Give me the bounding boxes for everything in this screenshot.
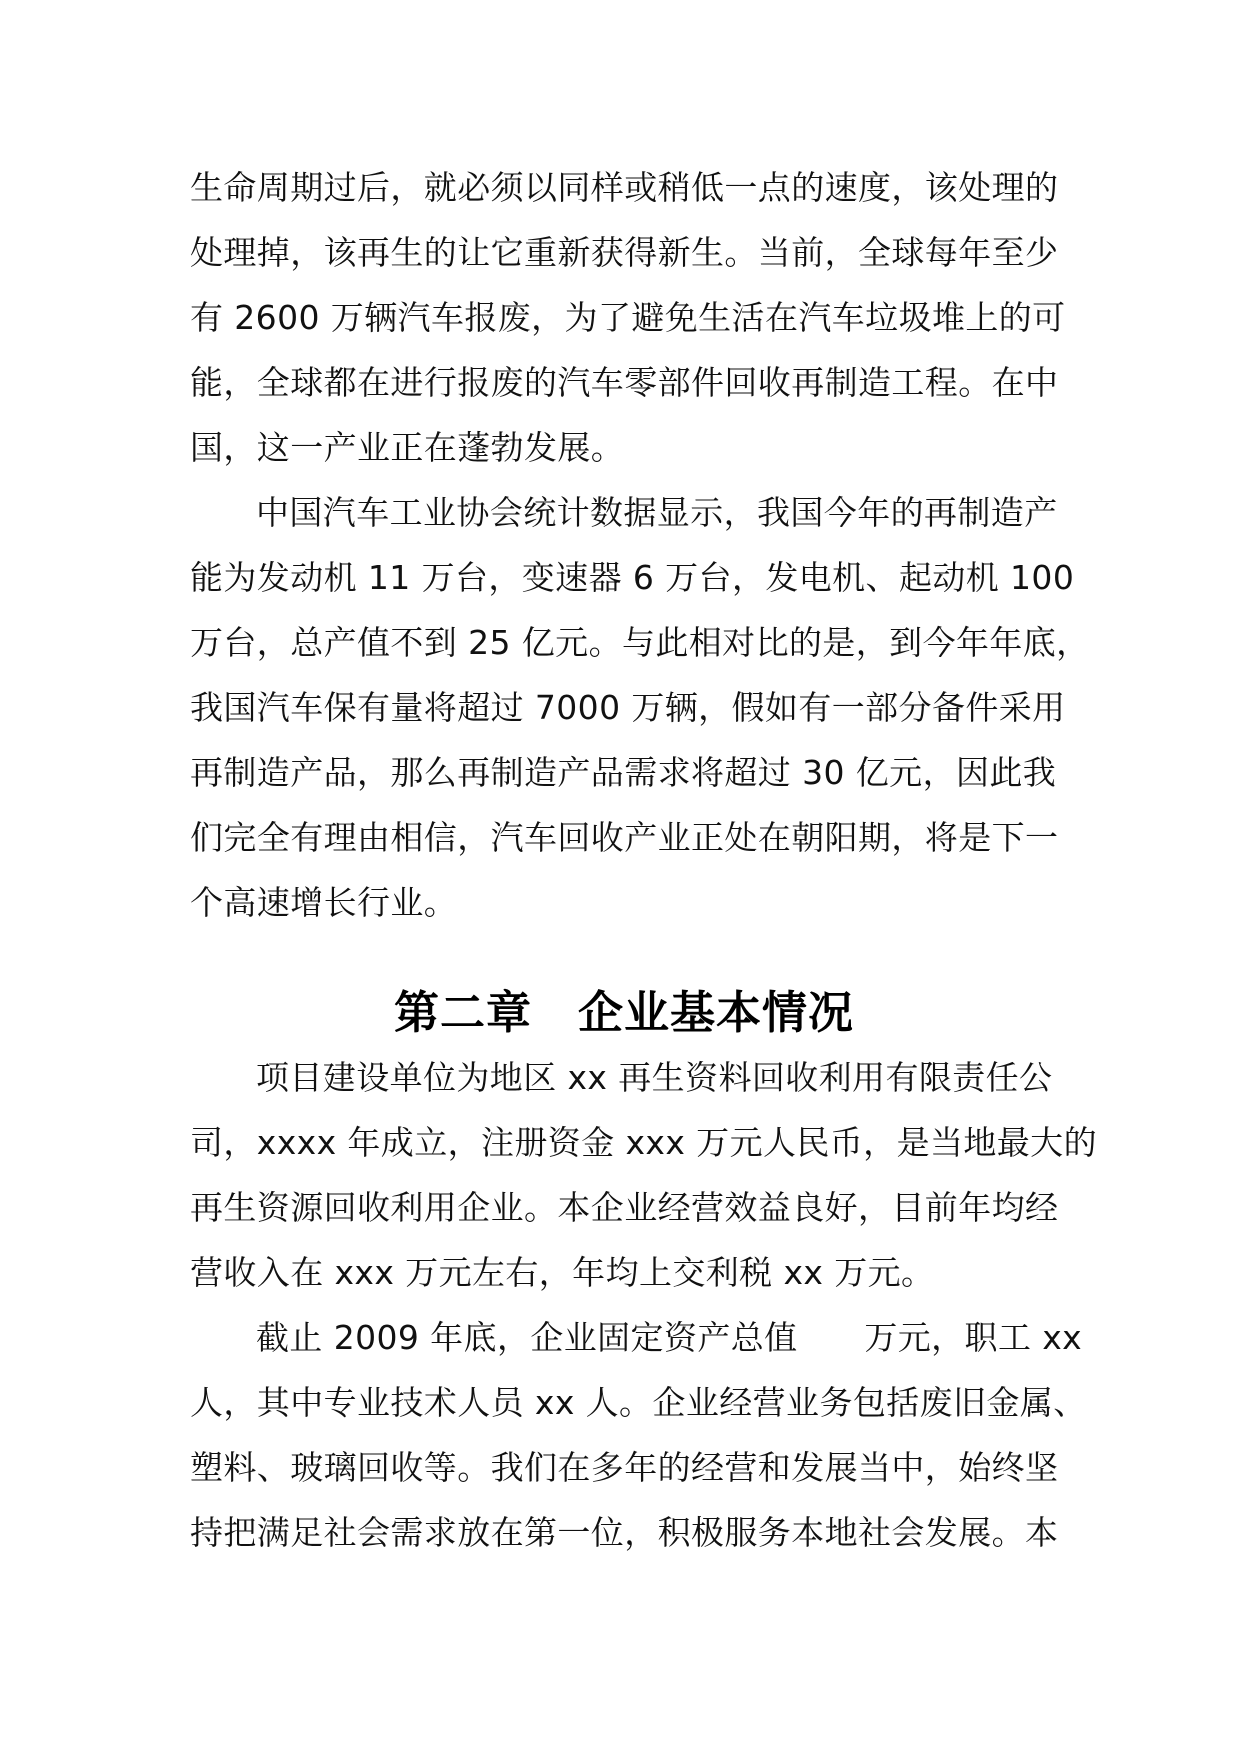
text-line: 处理掉，该再生的让它重新获得新生。当前，全球每年至少	[190, 233, 1059, 272]
text-line: 中国汽车工业协会统计数据显示，我国今年的再制造产	[256, 493, 1058, 532]
text-line: 项目建设单位为地区 xx 再生资料回收利用有限责任公	[256, 1058, 1053, 1097]
text-line: 持把满足社会需求放在第一位，积极服务本地社会发展。本	[190, 1513, 1059, 1552]
paragraph-2	[190, 480, 1090, 935]
text-line: 们完全有理由相信，汽车回收产业正处在朝阳期，将是下一	[190, 818, 1059, 857]
text-line: 生命周期过后，就必须以同样或稍低一点的速度，该处理的	[190, 168, 1059, 207]
text-line: 能，全球都在进行报废的汽车零部件回收再制造工程。在中	[190, 363, 1059, 402]
text-line: 人，其中专业技术人员 xx 人。企业经营业务包括废旧金属、	[190, 1383, 1087, 1422]
text-line: 塑料、玻璃回收等。我们在多年的经营和发展当中，始终坚	[190, 1448, 1059, 1487]
text-line: 国，这一产业正在蓬勃发展。	[190, 428, 625, 467]
spacer	[190, 935, 1058, 980]
text-line: 司，xxxx 年成立，注册资金 xxx 万元人民币，是当地最大的	[190, 1123, 1097, 1162]
text-line: 有 2600 万辆汽车报废，为了避免生活在汽车垃圾堆上的可	[190, 298, 1066, 337]
document-page	[190, 155, 1097, 1565]
text-line: 万台，总产值不到 25 亿元。与此相对比的是，到今年年底，	[190, 623, 1090, 662]
text-line: 营收入在 xxx 万元左右，年均上交利税 xx 万元。	[190, 1253, 935, 1292]
paragraph-1	[190, 155, 1066, 480]
paragraph-3	[190, 1045, 1097, 1305]
text-line: 能为发动机 11 万台，变速器 6 万台，发电机、起动机 100	[190, 558, 1075, 597]
text-line: 我国汽车保有量将超过 7000 万辆，假如有一部分备件采用	[190, 688, 1066, 727]
text-line: 截止 2009 年底，企业固定资产总值 万元，职工 xx	[256, 1318, 1083, 1357]
paragraph-4	[190, 1305, 1087, 1565]
text-line: 个高速增长行业。	[190, 883, 458, 922]
text-line: 再生资源回收利用企业。本企业经营效益良好，目前年均经	[190, 1188, 1059, 1227]
chapter-title: 第二章 企业基本情况	[393, 986, 854, 1039]
text-line: 再制造产品，那么再制造产品需求将超过 30 亿元，因此我	[190, 753, 1057, 792]
